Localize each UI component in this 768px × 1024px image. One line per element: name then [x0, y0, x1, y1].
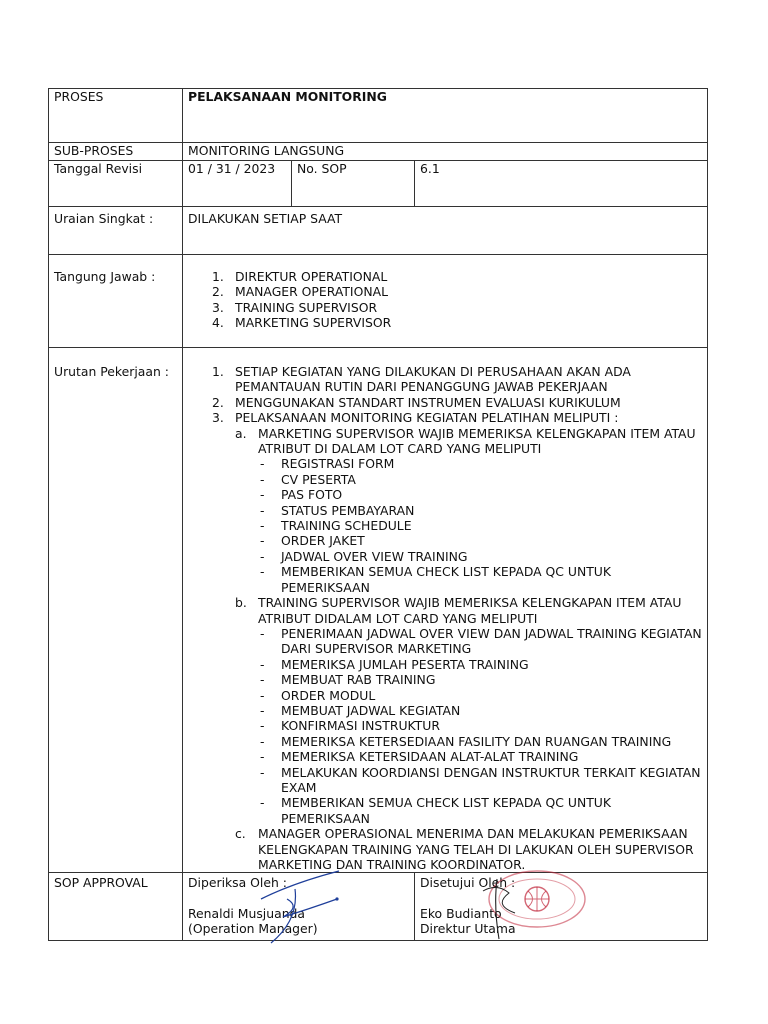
tanggal-revisi-label: Tanggal Revisi — [49, 161, 183, 207]
sub-proses-label: SUB-PROSES — [49, 143, 183, 161]
dash-item: - KONFIRMASI INSTRUKTUR — [260, 718, 440, 734]
dash-item: - TRAINING SCHEDULE — [260, 518, 412, 534]
uraian-label: Uraian Singkat : — [49, 207, 183, 255]
sop-table — [48, 88, 708, 941]
row-tanggung-jawab — [49, 255, 708, 348]
uraian-value: DILAKUKAN SETIAP SAAT — [183, 207, 708, 255]
approval-label: SOP APPROVAL — [49, 873, 183, 941]
list-item: 1. SETIAP KEGIATAN YANG DILAKUKAN DI PERUSAHAAN AKAN ADA PEMANTAUAN RUTIN DARI PENANGGUNG JAWAB PEKERJAAN — [212, 364, 631, 395]
dash-item: - MEMBERIKAN SEMUA CHECK LIST KEPADA QC UNTUK PEMERIKSAAN — [260, 795, 611, 826]
dash-item: - JADWAL OVER VIEW TRAINING — [260, 548, 468, 564]
row-sub-proses — [49, 143, 708, 161]
list-item: 1. DIREKTUR OPERATIONAL — [212, 269, 388, 284]
tanggung-jawab-label: Tangung Jawab : — [49, 255, 183, 348]
dash-item: - REGISTRASI FORM — [260, 456, 395, 472]
proses-label: PROSES — [49, 89, 183, 143]
urutan-sub-list — [235, 426, 702, 873]
dash-item: - MEMBUAT RAB TRAINING — [260, 672, 436, 688]
sub-item-a: a. MARKETING SUPERVISOR WAJIB MEMERIKSA KELENGKAPAN ITEM ATAU ATRIBUT DI DALAM LOT CARD YANG MELIPUTI - REGISTRASI FORM - CV PESERTA - PAS FOTO - STATUS PEMBAYARAN - TRAINING SCHEDULE - ORDER JAKET - JADWAL OVER VIEW TRAINING - MEMBERIKAN SEMUA CHECK LIST KEPADA QC UNTUK PEMERIKSAAN — [235, 426, 702, 595]
no-sop-label: No. SOP — [292, 161, 415, 207]
checked-by-name: Renaldi Musjuanda — [188, 905, 306, 921]
checked-by-role: (Operation Manager) — [188, 921, 318, 937]
dash-item: - CV PESERTA — [260, 471, 356, 487]
list-item: 3. TRAINING SUPERVISOR — [212, 299, 378, 315]
row-tanggal-revisi — [49, 161, 708, 207]
approved-by-cell — [415, 873, 708, 941]
checked-by-title: Diperiksa Oleh : — [188, 875, 287, 891]
list-item: 2. MENGGUNAKAN STANDART INSTRUMEN EVALUASI KURIKULUM — [212, 394, 621, 410]
approved-by-title: Disetujui Oleh : — [420, 875, 516, 891]
sub-item-c: c. MANAGER OPERASIONAL MENERIMA DAN MELAKUKAN PEMERIKSAAN KELENGKAPAN TRAINING YANG TELAH DI LAKUKAN OLEH SUPERVISOR MARKETING DAN TRAINING KOORDINATOR. — [235, 826, 694, 872]
approved-by-role: Direktur Utama — [420, 921, 516, 937]
row-uraian — [49, 207, 708, 255]
list-item: 2. MANAGER OPERATIONAL — [212, 284, 388, 300]
checked-by-cell — [183, 873, 415, 941]
dash-item: - MEMBUAT JADWAL KEGIATAN — [260, 702, 461, 718]
no-sop-value: 6.1 — [415, 161, 708, 207]
urutan-list — [188, 364, 702, 872]
dash-item: - MEMERIKSA KETERSEDIAAN FASILITY DAN RUANGAN TRAINING — [260, 733, 672, 749]
dash-item: - MELAKUKAN KOORDIANSI DENGAN INSTRUKTUR TERKAIT KEGIATAN EXAM — [260, 764, 701, 795]
urutan-label: Urutan Pekerjaan : — [49, 348, 183, 873]
dash-item: - MEMERIKSA KETERSIDAAN ALAT-ALAT TRAINING — [260, 749, 579, 765]
sub-a-dash-list — [258, 456, 702, 595]
dash-item: - PAS FOTO — [260, 487, 343, 503]
proses-value: PELAKSANAAN MONITORING — [183, 89, 708, 143]
dash-item: - MEMBERIKAN SEMUA CHECK LIST KEPADA QC UNTUK PEMERIKSAAN — [260, 564, 611, 595]
row-approval — [49, 873, 708, 941]
sub-item-b: b. TRAINING SUPERVISOR WAJIB MEMERIKSA KELENGKAPAN ITEM ATAU ATRIBUT DIDALAM LOT CARD YANG MELIPUTI - PENERIMAAN JADWAL OVER VIEW DAN JADWAL TRAINING KEGIATAN DARI SUPERVISOR MARKETING - MEMERIKSA JUMLAH PESERTA TRAINING - MEMBUAT RAB TRAINING - ORDER MODUL - MEMBUAT JADWAL KEGIATAN - KONFIRMASI INSTRUKTUR - MEMERIKSA KETERSEDIAAN FASILITY DAN RUANGAN TRAINING - MEMERIKSA KETERSIDAAN ALAT-ALAT TRAINING - MELAKUKAN KOORDIANSI DENGAN INSTRUKTUR TERKAIT KEGIATAN EXAM - MEMBERIKAN SEMUA CHECK LIST KEPADA QC UNTUK PEMERIKSAAN — [235, 595, 702, 826]
dash-item: - STATUS PEMBAYARAN — [260, 502, 415, 518]
row-urutan-pekerjaan — [49, 348, 708, 873]
dash-item: - PENERIMAAN JADWAL OVER VIEW DAN JADWAL TRAINING KEGIATAN DARI SUPERVISOR MARKETING — [260, 625, 702, 657]
list-item: 4. MARKETING SUPERVISOR — [212, 315, 392, 331]
sub-proses-value: MONITORING LANGSUNG — [183, 143, 708, 161]
list-item: 3. PELAKSANAAN MONITORING KEGIATAN PELATIHAN MELIPUTI : a. MARKETING SUPERVISOR WAJIB MEMERIKSA KELENGKAPAN ITEM ATAU ATRIBUT DI DALAM LOT CARD YANG MELIPUTI - REGISTRASI FORM - CV PESERTA - PAS FOTO - STATUS PEMBAYARAN - TRAINING SCHEDULE - ORDER JAKET - JADWAL OVER VIEW TRAINING - MEMBERIKAN SEMUA CHECK LIST KEPADA QC UNTUK PEMERIKSAAN b. TRAINING SUPERVISOR WAJIB MEMERIKSA KELENGKAPAN ITEM ATAU ATRIBUT DIDALAM LOT CARD YANG MELIPUTI - PENERIMAAN JADWAL OVER VIEW DAN JADWAL TRAINING KEGIATAN DARI SUPERVISOR MARKETING - MEMERIKSA JUMLAH PESERTA TRAINING - MEMBUAT RAB TRAINING - ORDER MODUL - MEMBUAT JADWAL KEGIATAN - KONFIRMASI INSTRUKTUR - MEMERIKSA KETERSEDIAAN FASILITY DAN RUANGAN TRAINING - MEMERIKSA KETERSIDAAN ALAT-ALAT TRAINING - MELAKUKAN KOORDIANSI DENGAN INSTRUKTUR TERKAIT KEGIATAN EXAM - MEMBERIKAN SEMUA CHECK LIST KEPADA QC UNTUK PEMERIKSAAN c. MANAGER OPERASIONAL MENERIMA DAN MELAKUKAN PEMERIKSAAN KELENGKAPAN TRAINING YANG TELAH DI LAKUKAN OLEH SUPERVISOR MARKETING DAN TRAINING KOORDINATOR. — [212, 410, 702, 872]
dash-item: - ORDER MODUL — [260, 687, 376, 703]
row-proses — [49, 89, 708, 143]
tanggung-jawab-list — [188, 269, 702, 331]
approved-by-name: Eko Budianto — [420, 905, 502, 921]
dash-item: - MEMERIKSA JUMLAH PESERTA TRAINING — [260, 656, 529, 672]
dash-item: - ORDER JAKET — [260, 533, 365, 549]
sub-b-dash-list — [258, 626, 702, 826]
tanggal-revisi-value: 01 / 31 / 2023 — [183, 161, 292, 207]
